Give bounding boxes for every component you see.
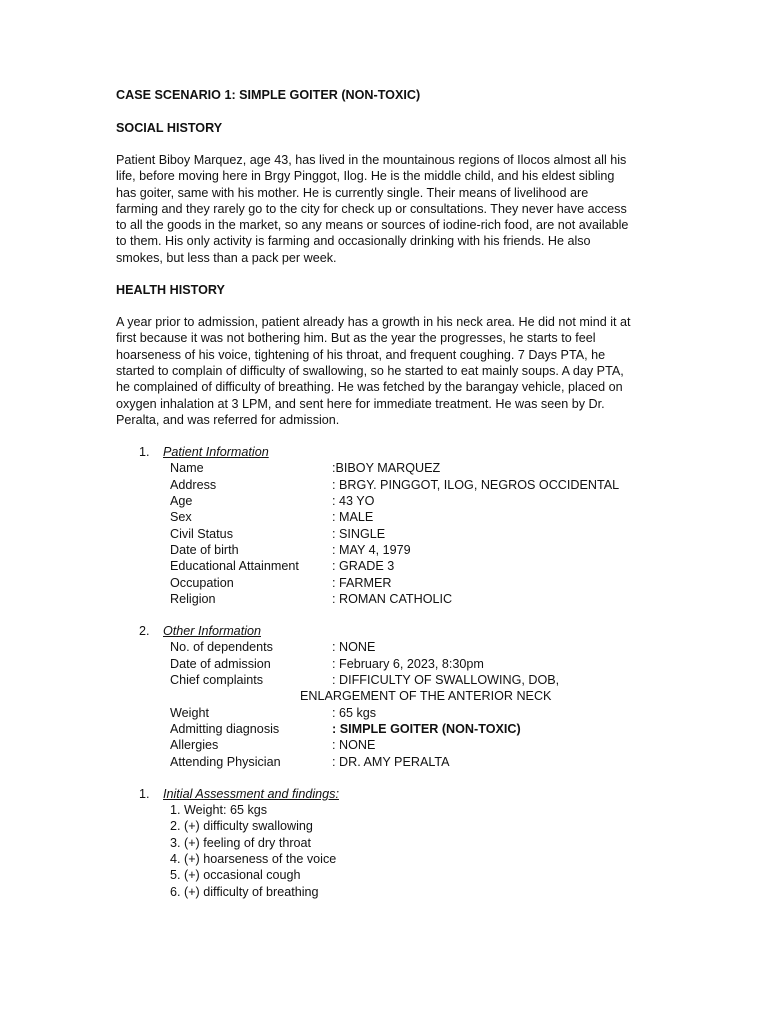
social-history-line: to all the goods in the market, so any means or sources of iodine-rich food, are not available (116, 218, 629, 233)
social-history-line: life, before moving here in Brgy Pinggot, Ilog. He is the middle child, and his eldest sibling (116, 169, 615, 184)
social-history-line: has goiter, same with his mother. He is currently single. Their means of livelihood are (116, 185, 589, 200)
field-value: : DIFFICULTY OF SWALLOWING, DOB, (332, 673, 560, 688)
section-number: 1. (139, 786, 150, 801)
health-history-line: he complained of difficulty of breathing. He was fetched by the barangay vehicle, placed on (116, 380, 623, 395)
section-label: Patient Information (163, 445, 269, 460)
initial-assessment-section (116, 786, 656, 900)
finding-text: 5. (+) occasional cough (170, 868, 301, 883)
field-value: : FARMER (332, 575, 392, 590)
field-value: : 65 kgs (332, 705, 377, 720)
field-label: Educational Attainment (170, 559, 299, 574)
finding-item (116, 818, 656, 834)
field-value: : ROMAN CATHOLIC (332, 591, 453, 606)
info-row-age (116, 493, 656, 509)
health-history-line: oxygen inhalation at 3 LPM, and sent here for immediate treatment. He was seen by Dr. (116, 396, 605, 411)
finding-item (116, 867, 656, 883)
social-history-line: to them. His only activity is farming and occasionally drinking with his friends. He also (116, 234, 591, 249)
field-label: Date of birth (170, 542, 239, 557)
info-row-civil-status (116, 526, 656, 542)
field-value: : SIMPLE GOITER (NON-TOXIC) (332, 721, 521, 736)
field-label: Religion (170, 591, 216, 606)
field-label: Date of admission (170, 656, 271, 671)
field-value: : MALE (332, 510, 374, 525)
case-title: CASE SCENARIO 1: SIMPLE GOITER (NON-TOXIC) (116, 88, 421, 102)
social-history-heading: SOCIAL HISTORY (116, 121, 223, 135)
info-row-address (116, 477, 656, 493)
field-label: Attending Physician (170, 754, 281, 769)
field-value: : GRADE 3 (332, 559, 395, 574)
patient-information-section (116, 444, 656, 607)
finding-item (116, 835, 656, 851)
finding-text: 1. Weight: 65 kgs (170, 803, 268, 818)
health-history-line: Peralta, and was referred for admission. (116, 412, 340, 427)
info-row-dependents (116, 639, 656, 655)
other-information-title (116, 623, 656, 639)
info-row-chief-complaints (116, 672, 656, 688)
field-value: : February 6, 2023, 8:30pm (332, 656, 484, 671)
info-row-weight (116, 705, 656, 721)
field-value: :BIBOY MARQUEZ (332, 461, 441, 476)
other-information-section (116, 623, 656, 770)
info-row-admitting-diagnosis (116, 721, 656, 737)
patient-information-title (116, 444, 656, 460)
field-label: Civil Status (170, 526, 233, 541)
health-history-line: A year prior to admission, patient already has a growth in his neck area. He did not mind it at (116, 315, 631, 330)
finding-text: 2. (+) difficulty swallowing (170, 819, 313, 834)
field-label: Allergies (170, 738, 219, 753)
health-history-line: first because it was not bothering him. But as the year the progresses, he starts to feel (116, 331, 596, 346)
finding-item (116, 884, 656, 900)
finding-item (116, 851, 656, 867)
section-number: 1. (139, 445, 150, 460)
field-label: Weight (170, 705, 209, 720)
health-history-paragraph (116, 314, 656, 428)
field-label: Address (170, 477, 217, 492)
field-label: Age (170, 494, 193, 509)
section-label: Other Information (163, 624, 261, 639)
info-row-attending-physician (116, 754, 656, 770)
info-row-date-of-birth (116, 542, 656, 558)
social-history-line: smokes, but less than a pack per week. (116, 250, 337, 265)
finding-text: 4. (+) hoarseness of the voice (170, 851, 337, 866)
info-row-religion (116, 591, 656, 607)
health-history-heading: HEALTH HISTORY (116, 283, 225, 298)
field-label: No. of dependents (170, 640, 273, 655)
social-history-line: farming and they rarely go to the city for check up or consultations. They never have access (116, 201, 627, 216)
field-label: Occupation (170, 575, 234, 590)
initial-assessment-title (116, 786, 656, 802)
info-row-occupation (116, 575, 656, 591)
info-row-allergies (116, 737, 656, 753)
info-row-chief-complaints-continued (116, 688, 656, 704)
field-value: : DR. AMY PERALTA (332, 754, 450, 769)
field-value: : 43 YO (332, 494, 375, 509)
finding-text: 6. (+) difficulty of breathing (170, 884, 319, 899)
finding-text: 3. (+) feeling of dry throat (170, 835, 312, 850)
field-value: : MAY 4, 1979 (332, 542, 411, 557)
field-value: : SINGLE (332, 526, 386, 541)
section-label: Initial Assessment and findings: (163, 786, 339, 801)
info-row-admission-date (116, 656, 656, 672)
field-label: Admitting diagnosis (170, 721, 280, 736)
field-value: : BRGY. PINGGOT, ILOG, NEGROS OCCIDENTAL (332, 477, 620, 492)
social-history-paragraph (116, 152, 656, 266)
health-history-line: started to complain of difficulty of swallowing, so he started to eat mainly soups. A day PTA, (116, 363, 624, 378)
health-history-line: hoarseness of his voice, tightening of his throat, and frequent coughing. 7 Days PTA, he (116, 347, 606, 362)
section-number: 2. (139, 624, 150, 639)
document-page (116, 87, 656, 900)
info-row-education (116, 558, 656, 574)
field-label: Name (170, 461, 204, 476)
social-history-line: Patient Biboy Marquez, age 43, has lived in the mountainous regions of Ilocos almost all his (116, 153, 627, 167)
info-row-sex (116, 509, 656, 525)
info-row-name (116, 460, 656, 476)
field-value: : NONE (332, 640, 376, 655)
field-value-continued: ENLARGEMENT OF THE ANTERIOR NECK (300, 689, 552, 704)
finding-item (116, 802, 656, 818)
field-label: Sex (170, 510, 192, 525)
field-value: : NONE (332, 738, 376, 753)
field-label: Chief complaints (170, 673, 264, 688)
